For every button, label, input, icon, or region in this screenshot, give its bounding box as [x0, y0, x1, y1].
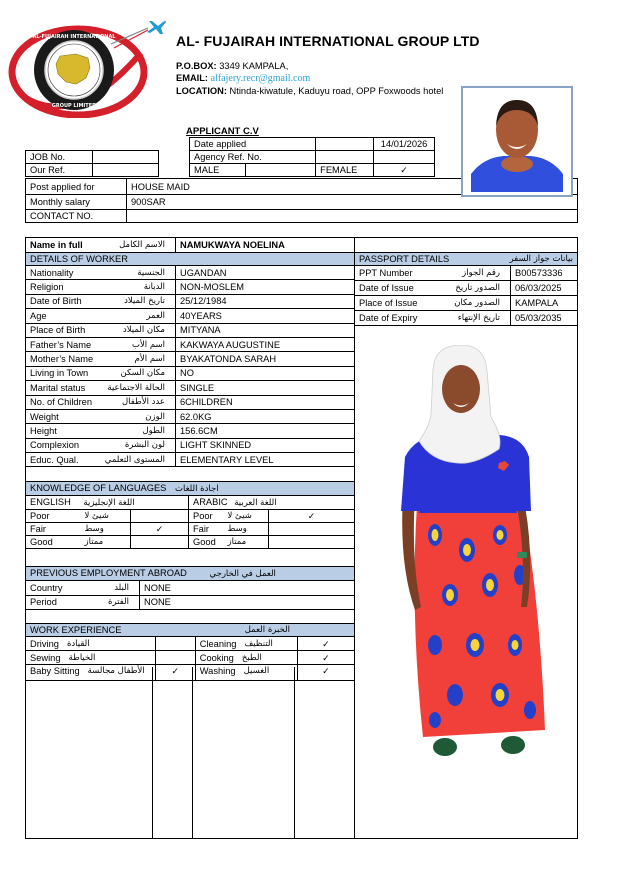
employment-rows — [26, 581, 355, 610]
location-line — [176, 86, 443, 96]
company-logo — [6, 18, 166, 118]
worker-field-label-cell — [26, 395, 176, 409]
experience-row — [26, 665, 355, 681]
exp-col-line-2 — [192, 667, 193, 839]
passport-field-label: Date of Issue — [359, 283, 414, 293]
passport-field-value: 06/03/2025 — [511, 281, 578, 296]
worker-field-label-ar: عدد الأطفال — [121, 397, 165, 408]
location-label: LOCATION: — [176, 86, 227, 96]
passport-row — [355, 311, 578, 326]
worker-field-value: 6CHILDREN — [176, 395, 355, 409]
worker-field-label: Marital status — [30, 382, 86, 393]
passport-field-label-cell — [355, 296, 511, 311]
worker-field-label: Nationality — [30, 267, 74, 278]
experience-left-label: Sewing — [30, 652, 61, 663]
exp-col-line-1 — [152, 667, 153, 839]
job-no-label: JOB No. — [26, 151, 93, 164]
worker-field-label: Place of Birth — [30, 325, 86, 336]
experience-left-checkbox[interactable] — [155, 651, 195, 665]
worker-field-label-ar: مكان الميلاد — [122, 325, 165, 336]
worker-field-value: 25/12/1984 — [176, 294, 355, 308]
experience-left-cell — [26, 665, 156, 681]
worker-row — [26, 309, 355, 323]
worker-section-header: DETAILS OF WORKER — [26, 253, 355, 266]
worker-field-label: Living in Town — [30, 368, 89, 379]
employment-field-label-cell — [26, 595, 140, 610]
experience-right-label-ar: التنظيف — [244, 638, 273, 649]
worker-row — [26, 381, 355, 395]
employment-field-label-cell — [26, 581, 140, 596]
passport-field-value: KAMPALA — [511, 296, 578, 311]
experience-left-label-ar: الأطفال مجالسة — [87, 666, 145, 676]
worker-field-label: Religion — [30, 282, 64, 293]
agency-ref-value — [374, 151, 435, 164]
worker-row — [26, 280, 355, 294]
experience-left-label: Driving — [30, 638, 59, 649]
passport-table — [354, 252, 578, 326]
worker-field-label-ar: العمر — [146, 310, 165, 321]
worker-field-label: Complexion — [30, 440, 80, 451]
english-level-checkbox[interactable] — [131, 510, 189, 523]
svg-text:GROUP LIMITED: GROUP LIMITED — [51, 103, 97, 109]
passport-field-label-cell — [355, 281, 511, 296]
experience-row — [26, 651, 355, 665]
worker-field-label-cell — [26, 366, 176, 380]
passport-field-label: Date of Expiry — [359, 313, 418, 323]
monthly-salary-value: 900SAR — [127, 195, 578, 210]
experience-right-checkbox[interactable]: ✓ — [297, 665, 354, 681]
experience-right-label: Cleaning — [199, 638, 237, 649]
passport-field-label: PPT Number — [359, 268, 413, 278]
experience-row — [26, 637, 355, 651]
worker-field-label-cell — [26, 337, 176, 351]
worker-row — [26, 266, 355, 280]
language-rows — [26, 510, 355, 549]
language-level-row — [26, 536, 355, 549]
passport-row — [355, 281, 578, 296]
pobox-value: 3349 KAMPALA, — [216, 61, 289, 71]
worker-field-label: Date of Birth — [30, 296, 82, 307]
airplane-icon — [145, 18, 167, 36]
worker-field-value: NON-MOSLEM — [176, 280, 355, 294]
agency-ref-spacer — [316, 151, 374, 164]
worker-field-label-ar: اسم الأب — [131, 339, 165, 350]
worker-field-label-ar: تاريخ الميلاد — [124, 296, 165, 307]
worker-field-label-ar: اسم الأم — [134, 354, 165, 365]
document-title: APPLICANT C.V — [186, 126, 259, 137]
name-value: NAMUKWAYA NOELINA — [176, 238, 355, 253]
experience-left-cell — [26, 637, 156, 651]
worker-field-label-cell — [26, 294, 176, 308]
employment-title-ar: العمل في الخارجي — [209, 569, 276, 579]
worker-field-label: Age — [30, 310, 47, 321]
worker-field-label-cell — [26, 309, 176, 323]
passport-row — [355, 296, 578, 311]
passport-title: PASSPORT DETAILS — [359, 254, 450, 264]
worker-field-value: SINGLE — [176, 381, 355, 395]
passport-field-value: B00573336 — [511, 266, 578, 281]
arabic-level-label: Good — [189, 536, 224, 549]
company-name: AL- FUJAIRAH INTERNATIONAL GROUP LTD — [176, 33, 480, 49]
portrait-image-icon — [463, 88, 571, 195]
date-applied-label: Date applied — [190, 138, 316, 151]
employment-title: PREVIOUS EMPLOYMENT ABROAD — [30, 568, 187, 578]
english-level-label: Fair — [26, 523, 81, 536]
full-body-photo — [395, 345, 545, 760]
passport-field-label-cell — [355, 311, 511, 326]
arabic-level-label: Poor — [189, 510, 224, 523]
arabic-level-checkbox[interactable] — [269, 523, 355, 536]
experience-section-header — [26, 624, 355, 637]
passport-title-ar: بيانات جواز السفر — [509, 254, 573, 264]
job-no-value — [93, 151, 159, 164]
experience-right-cell — [195, 651, 297, 665]
worker-row — [26, 352, 355, 366]
employment-row — [26, 595, 355, 610]
our-ref-value — [93, 164, 159, 177]
worker-row — [26, 366, 355, 380]
employment-field-label: Period — [30, 597, 57, 608]
post-applied-value: HOUSE MAID — [127, 179, 578, 195]
worker-field-label: Height — [30, 425, 57, 436]
employment-field-label-ar: الفترة — [108, 597, 129, 608]
experience-right-cell — [195, 637, 297, 651]
arabic-level-label-ar: وسط — [224, 523, 269, 536]
worker-field-label-cell — [26, 381, 176, 395]
worker-field-value: NO — [176, 366, 355, 380]
worker-field-label-ar: مكان السكن — [120, 368, 165, 379]
experience-right-cell — [195, 665, 297, 681]
female-checkbox[interactable]: ✓ — [374, 164, 435, 177]
experience-right-label: Washing — [199, 666, 236, 676]
contact-label: CONTACT NO. — [26, 210, 127, 223]
arabic-label-ar: اللغة العربية — [234, 498, 277, 508]
english-level-label: Good — [26, 536, 81, 549]
languages-table — [25, 481, 355, 549]
worker-field-label-ar: لون البشرة — [124, 440, 165, 451]
employment-table — [25, 566, 355, 610]
arabic-header — [189, 496, 355, 510]
passport-field-label-ar: رقم الجواز — [462, 268, 500, 278]
english-label: ENGLISH — [30, 497, 71, 507]
arabic-level-label-ar: ممتاز — [224, 536, 269, 549]
passport-row — [355, 266, 578, 281]
worker-field-label: Father’s Name — [30, 339, 92, 350]
worker-field-label-cell — [26, 323, 176, 337]
worker-row — [26, 409, 355, 423]
experience-title: WORK EXPERIENCE — [30, 625, 122, 635]
passport-rows — [355, 266, 578, 326]
english-header — [26, 496, 189, 510]
english-label-ar: اللغة الإنجليزية — [83, 498, 135, 508]
worker-details-table — [25, 252, 355, 467]
worker-field-label: Weight — [30, 411, 59, 422]
worker-field-label-cell — [26, 438, 176, 452]
svg-text:AL-FUJAIRAH INTERNATIONAL: AL-FUJAIRAH INTERNATIONAL — [32, 34, 116, 40]
passport-field-value: 05/03/2035 — [511, 311, 578, 326]
worker-field-value: ELEMENTARY LEVEL — [176, 453, 355, 467]
worker-row — [26, 424, 355, 438]
worker-field-label: No. of Children — [30, 397, 93, 408]
passport-field-label-cell — [355, 266, 511, 281]
experience-left-checkbox[interactable] — [155, 637, 195, 651]
worker-field-value: LIGHT SKINNED — [176, 438, 355, 452]
employment-field-label-ar: البلد — [114, 582, 129, 593]
date-applied-value: 14/01/2026 — [374, 138, 435, 151]
worker-field-label-ar: الطول — [142, 425, 165, 436]
experience-left-checkbox[interactable]: ✓ — [155, 665, 195, 681]
job-ref-table — [25, 150, 159, 177]
full-body-image-icon — [395, 345, 545, 760]
arabic-level-checkbox[interactable]: ✓ — [269, 510, 355, 523]
employment-field-value: NONE — [140, 581, 355, 596]
worker-row — [26, 395, 355, 409]
employment-field-label: Country — [30, 582, 63, 593]
experience-title-ar: الخبرة العمل — [244, 625, 290, 635]
application-info-table — [189, 137, 435, 177]
name-table — [25, 237, 355, 253]
exp-col-line-3 — [294, 667, 295, 839]
worker-field-value: 156.6CM — [176, 424, 355, 438]
worker-field-label-ar: المستوى التعلمي — [104, 454, 165, 465]
name-label-cell — [26, 238, 176, 253]
male-checkbox[interactable] — [246, 164, 316, 177]
passport-field-label-ar: الصدور مكان — [454, 298, 500, 308]
language-level-row — [26, 523, 355, 536]
name-label-ar: الاسم الكامل — [119, 240, 165, 250]
english-level-label-ar: ممتاز — [81, 536, 131, 549]
experience-left-label: Baby Sitting — [30, 666, 80, 676]
employment-field-value: NONE — [140, 595, 355, 610]
experience-right-label-ar: الطبخ — [241, 652, 262, 663]
experience-table — [25, 623, 355, 681]
experience-left-label-ar: القيادة — [66, 638, 90, 649]
passport-section-header — [355, 253, 578, 266]
monthly-salary-label: Monthly salary — [26, 195, 127, 210]
female-label: FEMALE — [316, 164, 374, 177]
worker-field-label-ar: الجنسية — [137, 267, 165, 278]
worker-field-label-cell — [26, 409, 176, 423]
pobox-line — [176, 61, 288, 71]
worker-field-label-cell — [26, 280, 176, 294]
passport-photo — [461, 86, 573, 197]
english-level-checkbox[interactable] — [131, 536, 189, 549]
passport-field-label-ar: الصدور تاريخ — [455, 283, 500, 293]
worker-field-value: UGANDAN — [176, 266, 355, 280]
languages-section-header — [26, 482, 355, 496]
arabic-level-checkbox[interactable] — [269, 536, 355, 549]
experience-right-label-ar: الغسيل — [243, 666, 270, 676]
worker-field-label-ar: الحالة الاجتماعية — [107, 382, 165, 393]
passport-field-label: Place of Issue — [359, 298, 418, 308]
experience-right-label: Cooking — [199, 652, 234, 663]
worker-field-value: 62.0KG — [176, 409, 355, 423]
worker-row — [26, 323, 355, 337]
email-label: EMAIL: — [176, 73, 209, 83]
languages-title: KNOWLEDGE OF LANGUAGES — [30, 483, 167, 493]
english-level-label-ar: شيئ لا — [81, 510, 131, 523]
arabic-label: ARABIC — [193, 497, 228, 507]
worker-rows — [26, 266, 355, 467]
english-level-label: Poor — [26, 510, 81, 523]
worker-field-label-cell — [26, 266, 176, 280]
worker-field-value: KAKWAYA AUGUSTINE — [176, 337, 355, 351]
name-label: Name in full — [30, 240, 83, 250]
worker-field-value: MITYANA — [176, 323, 355, 337]
male-label: MALE — [190, 164, 246, 177]
english-level-checkbox[interactable]: ✓ — [131, 523, 189, 536]
worker-field-label-ar: الوزن — [145, 411, 165, 422]
location-value: Ntinda-kiwatule, Kaduyu road, OPP Foxwoods hotel — [226, 86, 444, 96]
worker-field-label-ar: الديانة — [143, 282, 165, 293]
worker-field-label: Educ. Qual. — [30, 454, 79, 465]
our-ref-label: Our Ref. — [26, 164, 93, 177]
worker-row — [26, 438, 355, 452]
employment-row — [26, 581, 355, 596]
worker-field-label-cell — [26, 424, 176, 438]
date-applied-spacer — [316, 138, 374, 151]
languages-title-ar: اجادة اللغات — [174, 484, 219, 494]
passport-field-label-ar: تاريخ الإنتهاء — [457, 313, 500, 323]
pobox-label: P.O.BOX: — [176, 61, 217, 71]
contact-value — [127, 210, 578, 223]
arabic-level-label-ar: شيئ لا — [224, 510, 269, 523]
arabic-level-label: Fair — [189, 523, 224, 536]
experience-left-label-ar: الخياطة — [68, 652, 96, 663]
experience-left-cell — [26, 651, 156, 665]
employment-section-header — [26, 567, 355, 581]
email-link[interactable]: alfajery.recr@gmail.com — [210, 73, 311, 84]
post-applied-label: Post applied for — [26, 179, 127, 195]
language-level-row — [26, 510, 355, 523]
worker-row — [26, 294, 355, 308]
worker-field-value: 40YEARS — [176, 309, 355, 323]
worker-field-value: BYAKATONDA SARAH — [176, 352, 355, 366]
experience-rows — [26, 637, 355, 681]
worker-field-label-cell — [26, 453, 176, 467]
worker-row — [26, 337, 355, 351]
worker-row — [26, 453, 355, 467]
experience-right-checkbox[interactable]: ✓ — [297, 637, 354, 651]
agency-ref-label: Agency Ref. No. — [190, 151, 316, 164]
experience-right-checkbox[interactable]: ✓ — [297, 651, 354, 665]
logo-icon — [6, 18, 166, 118]
email-line — [176, 73, 310, 84]
english-level-label-ar: وسط — [81, 523, 131, 536]
worker-field-label: Mother’s Name — [30, 354, 94, 365]
worker-field-label-cell — [26, 352, 176, 366]
